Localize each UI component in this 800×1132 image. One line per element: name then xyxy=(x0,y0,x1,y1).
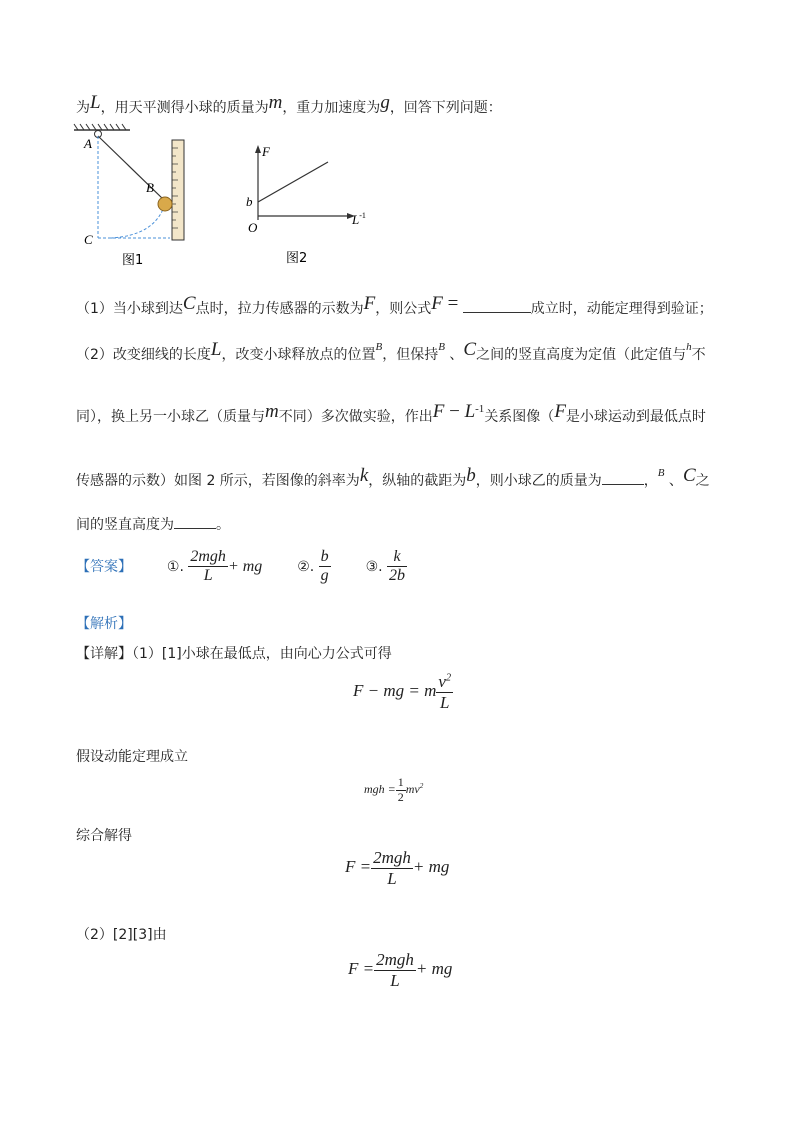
question-2-line-4: 间的竖直高度为 。 xyxy=(76,517,230,533)
axis-L: $L^{-1}$ xyxy=(352,211,366,227)
var-g: g xyxy=(380,92,390,113)
label-B: B xyxy=(146,180,154,195)
equation-2: mgh = $\frac{1}{2}$ $mv^2$ xyxy=(364,775,424,804)
figure-1 xyxy=(70,122,200,272)
caption-fig2: 图2 xyxy=(286,251,308,266)
text: 为 xyxy=(76,100,90,116)
answer-3: $\frac{k}{2b}$ xyxy=(389,548,406,585)
label-C: C xyxy=(84,232,93,247)
answer-1: $\frac{\text{2mgh}}{L}$ xyxy=(190,548,226,585)
question-2-line-1: （2）改变细线的长度L，改变小球释放点的位置$^B$，但保持$^B$ 、C之间的竖直高度为定值（此定值与$^h$不 xyxy=(76,339,706,363)
combine-line: 综合解得 xyxy=(76,828,132,844)
part2-line: （2）[2][3]由 xyxy=(76,927,167,943)
answer-row: 【答案】 ①. $\frac{\text{2mgh}}{L}$ + mg ②. $\frac{b}{g}$ ③. $\frac{k}{2b}$ xyxy=(76,548,406,585)
assume-line: 假设动能定理成立 xyxy=(76,749,188,765)
equation-3: F = $\frac{\text{2mgh}}{L}$ + mg xyxy=(345,848,450,888)
label-A: A xyxy=(84,136,92,151)
var-m: m xyxy=(268,92,283,113)
var-L: L xyxy=(90,92,101,113)
question-1: （1）当小球到达C点时，拉力传感器的示数为F，则公式F = 成立时，动能定理得到验证； xyxy=(76,293,713,317)
origin-O: O xyxy=(248,220,258,235)
intercept-b: b xyxy=(246,194,253,209)
answer-blank-1[interactable] xyxy=(463,300,531,313)
text: ，重力加速度为 xyxy=(282,100,381,116)
answer-label: 【答案】 xyxy=(76,558,132,575)
answer-blank-2[interactable] xyxy=(602,472,644,485)
equation-4: F = $\frac{\text{2mgh}}{L}$ + mg xyxy=(348,950,453,990)
detail-line: 【详解】（1）[1]小球在最低点，由向心力公式可得 xyxy=(76,646,392,662)
axis-F: F xyxy=(262,144,270,159)
answer-blank-3[interactable] xyxy=(174,516,216,529)
answer-2: $\frac{b}{g}$ xyxy=(320,548,329,585)
analysis-label: 【解析】 xyxy=(76,616,132,632)
equation-1: F − mg = m $\frac{v^2}{L}$ xyxy=(353,672,452,712)
question-2-line-3: 传感器的示数）如图 2 所示，若图像的斜率为k，纵轴的截距为b，则小球乙的质量为 ，$^B$ 、C之 xyxy=(76,465,710,489)
text: ，用天平测得小球的质量为 xyxy=(100,100,269,116)
text: ，回答下列问题： xyxy=(389,100,502,116)
intro-line xyxy=(76,92,502,118)
figure-2 xyxy=(240,140,370,270)
caption-fig1: 图1 xyxy=(122,253,144,268)
question-2-line-2: 同），换上另一小球乙（质量与m不同）多次做实验，作出$F - L^{-1}$关系图像（F是小球运动到最低点时 xyxy=(76,401,706,425)
